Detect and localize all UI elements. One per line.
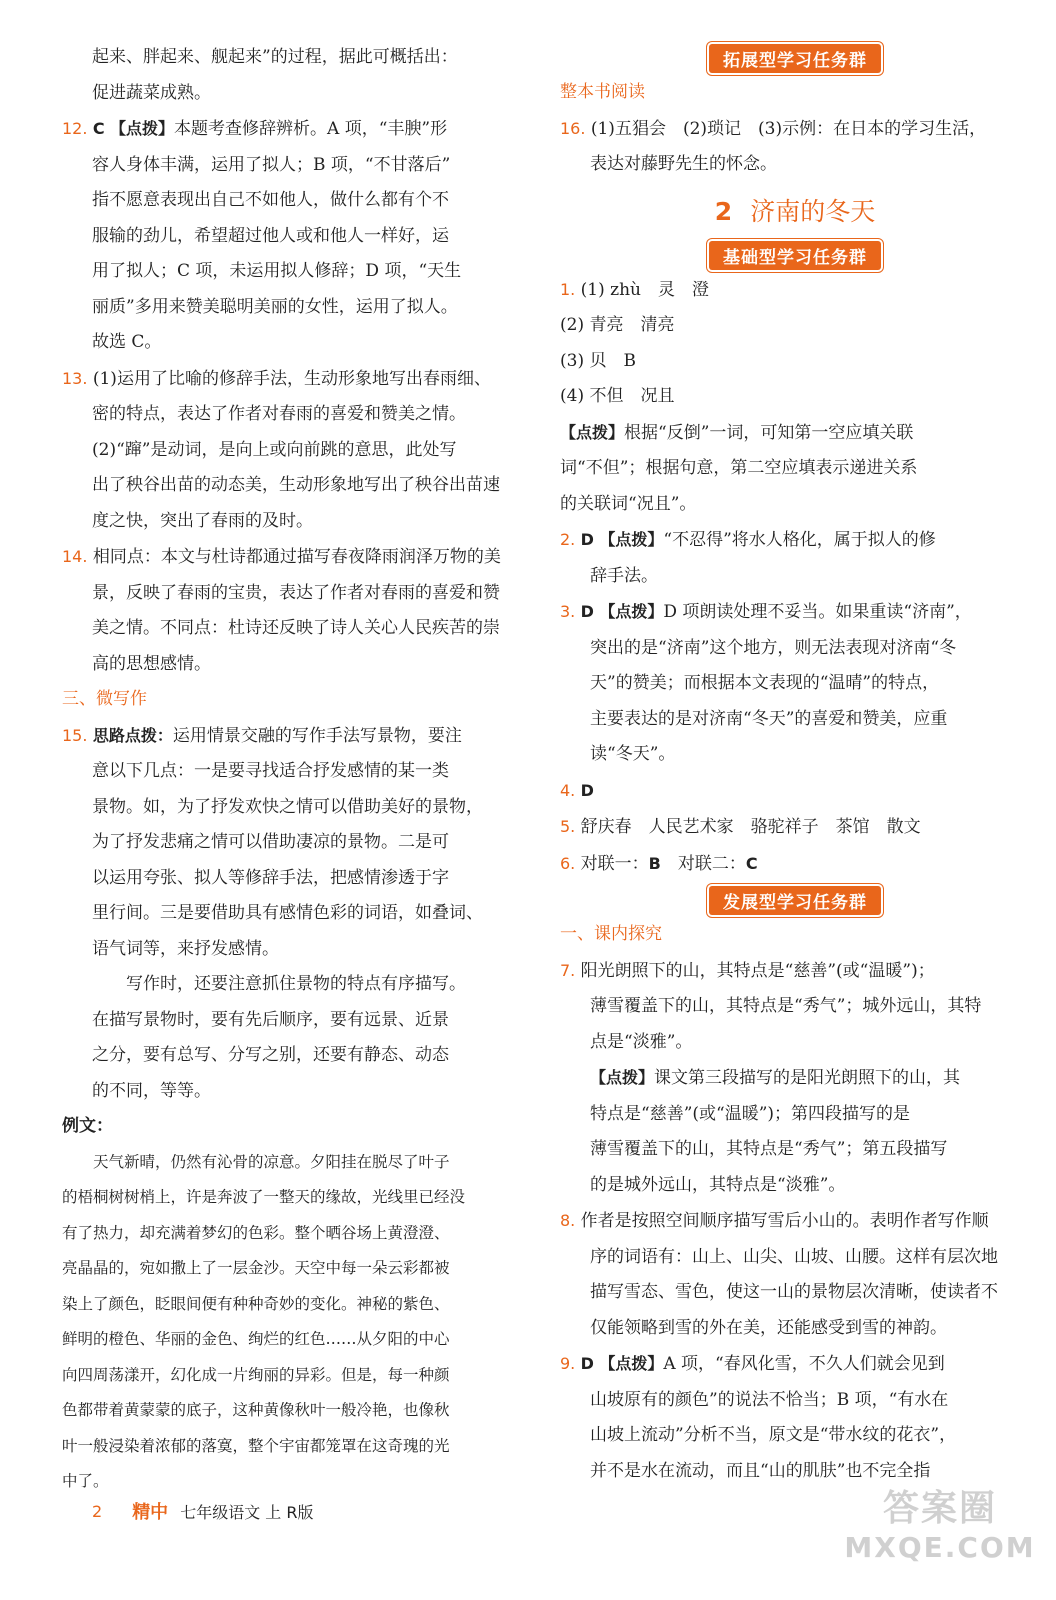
question-number: 7. (560, 960, 576, 980)
essay-line: 鲜明的橙色、华丽的金色、绚烂的红色……从夕阳的中心 (62, 1330, 450, 1348)
section-banner: 发展型学习任务群 (709, 886, 881, 915)
answer: C (745, 853, 758, 873)
answer-line: 舒庆春 人民艺术家 骆驼祥子 茶馆 散文 (580, 817, 921, 837)
question-number: 5. (560, 817, 576, 836)
essay-line: 色都带着黄蒙蒙的底子，这种黄像秋叶一般冷艳，也像秋 (62, 1401, 450, 1419)
answer-item: (3) 贝 B (560, 350, 636, 371)
question-7 (560, 953, 1030, 1204)
question-9 (560, 1346, 1030, 1489)
answer-label: 对联二： (660, 853, 746, 874)
hint-tag: 【点拨】 (110, 119, 175, 138)
answer-line: 阳光朗照下的山，其特点是“慈善”(或“温暖”)； (580, 960, 935, 981)
hint-line: 主要表达的是对济南“冬天”的喜爱和赞美，应重 (590, 708, 948, 729)
answer-line: 美之情。不同点：杜诗还反映了诗人关心人民疾苦的崇 (92, 618, 500, 638)
question-number: 1. (560, 279, 576, 299)
watermark-text: 答案圈 (882, 1488, 997, 1529)
answer-line: 丽质”多用来赞美聪明美丽的女性，运用了拟人。 (92, 296, 458, 317)
hint-line: 并不是水在流动，而且“山的肌肤”也不完全指 (590, 1460, 931, 1481)
answer-line: 高的思想感情。 (92, 653, 211, 674)
hint-line: A 项，“春风化雪，不久人们就会见到 (663, 1354, 945, 1374)
section-banner: 拓展型学习任务群 (709, 44, 881, 73)
question-number: 3. (560, 602, 576, 621)
answer-line: 点是“淡雅”。 (590, 1031, 693, 1052)
question-number: 4. (560, 780, 576, 800)
answer-line: (1)运用了比喻的修辞手法，生动形象地写出春雨细、 (92, 368, 491, 389)
answer-line: 服输的劲儿，希望超过他人或和他人一样好，运 (92, 225, 449, 246)
answer-line: 作者是按照空间顺序描写雪后小山的。表明作者写作顺 (580, 1211, 989, 1231)
watermark-url: MXQE.COM (844, 1531, 1036, 1564)
brand-logo: 精中 (132, 1502, 169, 1523)
essay-line: 向四周荡漾开，幻化成一片绚丽的异彩。但是，每一种颜 (62, 1365, 450, 1384)
hint-line: 课文第三段描写的是阳光朗照下的山，其 (654, 1068, 961, 1088)
question-4 (560, 773, 1030, 810)
intro-line: 起来、胖起来、舰起来”的过程，据此可概括出： (92, 47, 458, 67)
question-number: 6. (560, 853, 576, 873)
answer-line: 度之快，突出了春雨的及时。 (92, 510, 313, 531)
lesson-number: 2 (714, 196, 733, 226)
answer-line: 写作时，还要注意抓住景物的特点有序描写。 (126, 974, 466, 994)
hint-tag: 【点拨】 (599, 1354, 664, 1373)
essay-line: 天气新晴，仍然有沁骨的凉意。夕阳挂在脱尽了叶子 (93, 1152, 450, 1171)
hint-line: 薄雪覆盖下的山，其特点是“秀气”；第五段描写 (590, 1139, 948, 1159)
answer-line: 故选 C。 (92, 332, 162, 352)
answer-line: 用了拟人；C 项，未运用拟人修辞；D 项，“天生 (92, 261, 462, 281)
answer-line: 描写雪态、雪色，使这一山的景物层次清晰，使读者不 (590, 1282, 998, 1302)
section-heading: 整本书阅读 (560, 82, 645, 102)
answer-line: 语气词等，来抒发感情。 (92, 938, 279, 959)
lesson-title (560, 189, 1030, 235)
hint-line: 读“冬天”。 (590, 744, 676, 764)
page-number: 2 (92, 1501, 103, 1521)
answer-line: 薄雪覆盖下的山，其特点是“秀气”；城外远山，其特 (590, 996, 982, 1016)
question-13 (62, 361, 532, 540)
answer-line: 以运用夸张、拟人等修辞手法，把感情渗透于字 (92, 867, 449, 888)
question-3 (560, 594, 1030, 773)
hint-line: 突出的是“济南”这个地方，则无法表现对济南“冬 (590, 637, 957, 658)
hint-line: 山坡原有的颜色”的说法不恰当；B 项，“有水在 (590, 1389, 949, 1410)
answer-line: 相同点：本文与杜诗都通过描写春夜降雨润泽万物的美 (92, 547, 501, 567)
page-footer (92, 1498, 313, 1524)
question-8 (560, 1203, 1030, 1346)
essay-line: 中了。 (62, 1472, 109, 1490)
section-heading: 三、微写作 (62, 689, 147, 709)
hint-line: 山坡上流动”分析不当，原文是“带水纹的花衣”， (590, 1425, 957, 1445)
hint-line: 天”的赞美；而根据本文表现的“温晴”的特点， (590, 673, 940, 693)
question-number: 14. (62, 547, 88, 566)
section-banner: 基础型学习任务群 (709, 241, 881, 270)
hint-tag: 【点拨】 (599, 602, 664, 621)
watermark (840, 1480, 1040, 1590)
hint-line: 根据“反倒”一词，可知第一空应填关联 (624, 422, 914, 443)
hint-tag: 【点拨】 (560, 422, 625, 442)
essay-line: 染上了颜色，眨眼间便有种种奇妙的变化。神秘的紫色、 (62, 1294, 450, 1313)
answer-line: 景物。如，为了抒发欢快之情可以借助美好的景物， (92, 796, 483, 817)
hint-line: D 项朗读处理不妥当。如果重读“济南”， (663, 602, 972, 622)
answer: D (580, 602, 594, 621)
question-14 (62, 539, 532, 682)
answer-item: (4) 不但 况且 (560, 386, 675, 406)
question-16 (560, 111, 1030, 183)
question-number: 13. (62, 368, 88, 388)
answer-line: 运用情景交融的写作手法写景物，要注 (172, 725, 462, 746)
example-essay (62, 1145, 532, 1500)
question-number: 16. (560, 118, 586, 138)
answer: B (648, 853, 661, 873)
question-15 (62, 718, 532, 1110)
answer-line: 为了抒发悲痛之情可以借助凄凉的景物。二是可 (92, 832, 449, 852)
answer-line: 指不愿意表现出自己不如他人，做什么都有个不 (92, 190, 449, 210)
lesson-name: 济南的冬天 (750, 196, 876, 226)
answer-line: 序的词语有：山上、山尖、山坡、山腰。这样有层次地 (590, 1246, 998, 1267)
answer-line: 出了秧谷出苗的动态美，生动形象地写出了秧谷出苗速 (92, 475, 500, 495)
answer-line: 在描写景物时，要有先后顺序，要有远景、近景 (92, 1009, 449, 1030)
hint-label: 思路点拨： (92, 725, 173, 745)
answer: D (580, 1354, 594, 1373)
answer-item: (1) zhù 灵 澄 (580, 279, 710, 300)
hint-line: 词“不但”；根据句意，第二空应填表示递进关系 (560, 458, 918, 478)
left-column (62, 40, 532, 1500)
hint-line: 的是城外远山，其特点是“淡雅”。 (590, 1174, 846, 1195)
answer-line: 表达对藤野先生的怀念。 (590, 154, 777, 174)
question-number: 15. (62, 725, 88, 745)
hint-tag: 【点拨】 (590, 1068, 655, 1087)
hint-tag: 【点拨】 (599, 530, 664, 549)
answer: C (92, 119, 105, 138)
question-1 (560, 272, 1030, 523)
question-6 (560, 846, 1030, 883)
example-label: 例文： (62, 1116, 113, 1136)
question-number: 12. (62, 119, 88, 138)
answer-line: 容人身体丰满，运用了拟人；B 项，“不甘落后” (92, 154, 451, 175)
essay-line: 的梧桐树树梢上，许是奔波了一整天的缘故，光线里已经没 (62, 1188, 466, 1206)
hint-line: 特点是“慈善”(或“温暖”)；第四段描写的是 (590, 1103, 911, 1124)
hint-line: 的关联词“况且”。 (560, 493, 697, 514)
hint-line: “不忍得”将水人格化，属于拟人的修 (663, 530, 936, 550)
answer-line: 里行间。三是要借助具有感情色彩的词语，如叠词、 (92, 903, 483, 923)
question-12 (62, 111, 532, 361)
answer-item: (2) 青亮 清亮 (560, 315, 675, 335)
question-2 (560, 522, 1030, 594)
answer: D (580, 780, 594, 800)
answer-line: 本题考查修辞辨析。A 项，“丰腴”形 (174, 119, 448, 139)
section-heading: 一、课内探究 (560, 924, 662, 944)
answer: D (580, 530, 594, 549)
answer-line: 景，反映了春雨的宝贵，表达了作者对春雨的喜爱和赞 (92, 582, 500, 603)
answer-line: 的不同，等等。 (92, 1080, 211, 1101)
question-number: 9. (560, 1354, 576, 1373)
answer-line: (2)“蹿”是动词，是向上或向前跳的意思，此处写 (92, 439, 457, 460)
essay-line: 叶一般浸染着浓郁的落寞，整个宇宙都笼罩在这奇瑰的光 (62, 1436, 450, 1455)
book-title: 七年级语文 上 R版 (180, 1502, 314, 1522)
question-number: 2. (560, 530, 576, 549)
hint-line: 辞手法。 (590, 565, 658, 586)
essay-line: 有了热力，却充满着梦幻的色彩。整个晒谷场上黄澄澄、 (62, 1223, 450, 1242)
answer-label: 对联一： (580, 853, 649, 874)
answer-line: 之分，要有总写、分写之别，还要有静态、动态 (92, 1045, 449, 1065)
question-number: 8. (560, 1211, 576, 1230)
answer-line: 意以下几点：一是要寻找适合抒发感情的某一类 (92, 761, 449, 781)
question-5 (560, 809, 1030, 846)
right-column (560, 40, 1030, 1489)
essay-line: 亮晶晶的，宛如撒上了一层金沙。天空中每一朵云彩都被 (62, 1259, 450, 1277)
answer-line: 仅能领略到雪的外在美，还能感受到雪的神韵。 (590, 1317, 947, 1338)
intro-line: 促进蔬菜成熟。 (92, 82, 211, 103)
answer-line: (1)五猖会 (2)琐记 (3)示例：在日本的学习生活， (590, 118, 987, 139)
answer-line: 密的特点，表达了作者对春雨的喜爱和赞美之情。 (92, 404, 466, 424)
